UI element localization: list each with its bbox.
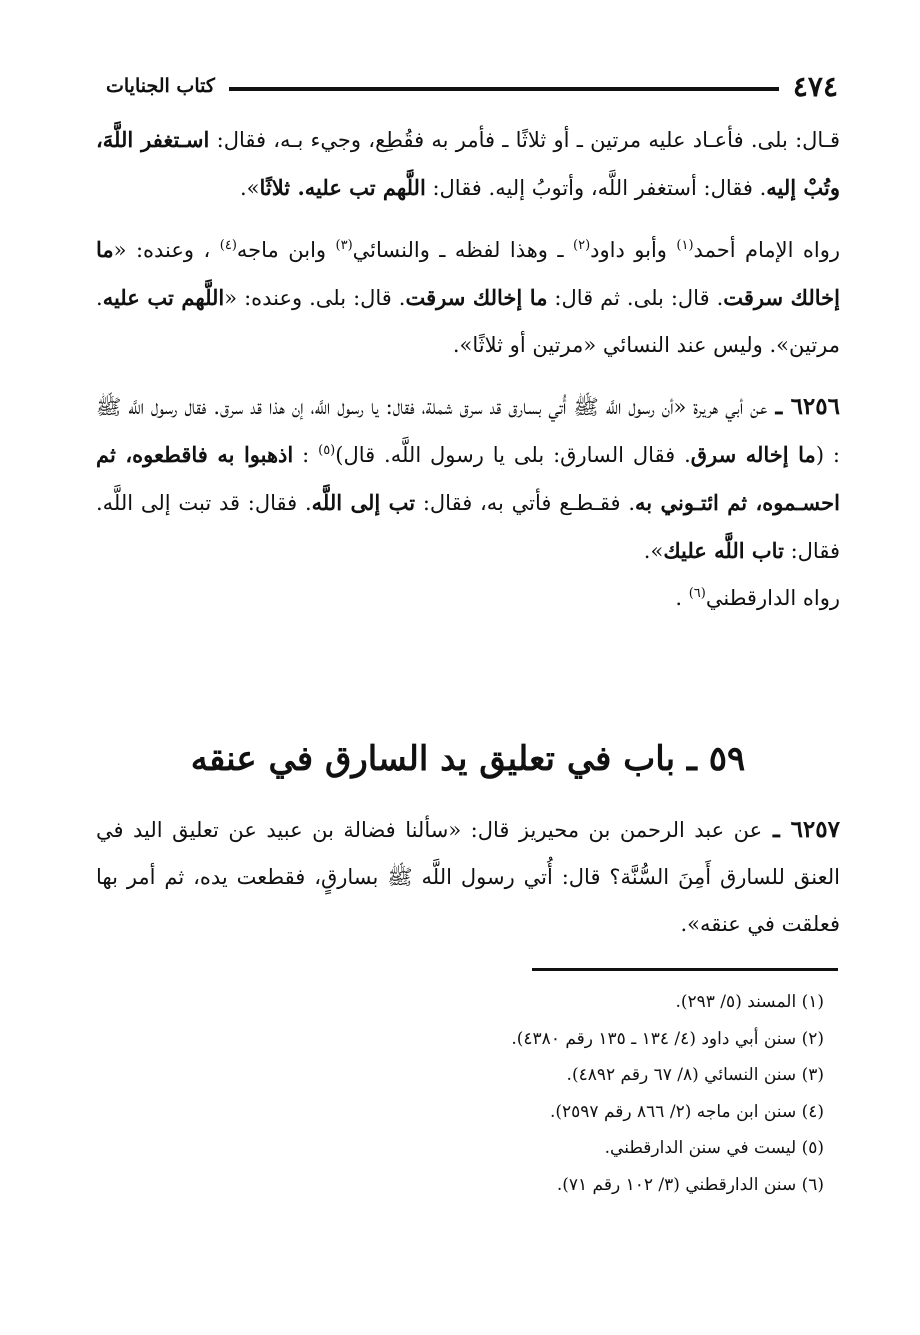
- footnote-item: (١) المسند (٥/ ٢٩٣).: [675, 992, 824, 1012]
- text-run: :: [293, 443, 319, 467]
- text-run: ».: [240, 176, 260, 200]
- text-run: وأبو داود: [590, 238, 677, 262]
- footnote-marker: (٤): [219, 238, 237, 253]
- main-text: [96, 116, 840, 622]
- text-run: ـ وهذا لفظه ـ والنسائي: [352, 238, 573, 262]
- footnote-marker: (٣): [335, 238, 353, 253]
- header-rule: [229, 87, 779, 91]
- text-run: عن أبي هريرة «أن رسول اللَّه ﷺ أُتي بسارق قد سرق شملة، فقال: يا رسول اللَّه، إن هذا قد سرق. فقال رسول اللَّه ﷺ : (: [96, 395, 840, 467]
- prophetic-quote: اللَّهم تب عليه. ثلاثًا: [259, 175, 426, 200]
- text-run: . مرتين». وليس عند النسائي «مرتين أو ثلاثًا».: [96, 286, 840, 357]
- prophetic-quote: اذهبوا به فاقطعوه، ثم احسـموه، ثم ائتـوني به: [96, 442, 840, 515]
- footnote-marker: (٢): [573, 238, 591, 253]
- text-run: قـال: بلى. فأعـاد عليه مرتين ـ أو ثلاثًا ـ فأمر به فقُطِع، وجيء بـه، فقال:: [209, 128, 840, 152]
- footnote-item: (٢) سنن أبي داود (٤/ ١٣٤ ـ ١٣٥ رقم ٤٣٨٠).: [511, 1028, 824, 1049]
- text-run: . فقـطـع فأتي به، فقال:: [415, 491, 636, 515]
- page-number: ٤٧٤: [792, 69, 838, 103]
- prophetic-quote: اللَّهم تب عليه: [102, 285, 225, 310]
- hadith-number: ٦٢٥٦ ـ: [767, 393, 840, 420]
- prophetic-quote: تاب اللَّه عليك: [663, 538, 784, 563]
- main-text-continued: [96, 806, 840, 948]
- paragraph: [96, 116, 840, 212]
- paragraph: [96, 226, 840, 369]
- footnote-separator: [532, 968, 838, 971]
- chapter-heading: ٥٩ ـ باب في تعليق يد السارق في عنقه: [190, 739, 746, 779]
- text-run: . قال: بلى. وعنده: «: [224, 286, 406, 310]
- paragraph: [96, 806, 840, 948]
- text-run: رواه الدارقطني: [705, 586, 840, 610]
- prophetic-quote: ما إخاله سرق: [690, 442, 816, 467]
- text-run: .: [675, 586, 689, 610]
- text-run: . فقال: قد تبت إلى اللَّه. فقال:: [96, 491, 840, 563]
- text-run: ، وعنده: «: [113, 238, 220, 262]
- footnote-item: (٤) سنن ابن ماجه (٢/ ٨٦٦ رقم ٢٥٩٧).: [549, 1101, 824, 1122]
- text-run: ».: [643, 539, 664, 563]
- footnote-item: (٦) سنن الدارقطني (٣/ ١٠٢ رقم ٧١).: [556, 1174, 824, 1195]
- text-run: . قال: بلى. ثم قال:: [547, 286, 724, 310]
- footnote-marker: (١): [676, 238, 694, 253]
- footnote-item: (٥) ليست في سنن الدارقطني.: [604, 1138, 824, 1158]
- text-run: . فقال السارق: بلى يا رسول اللَّه. قال): [335, 443, 691, 467]
- page-header: [106, 66, 838, 106]
- footnote-marker: (٦): [688, 586, 706, 601]
- text-run: . فقال: أستغفر اللَّه، وأتوبُ إليه. فقال:: [425, 176, 767, 200]
- text-run: وابن ماجه: [236, 238, 336, 262]
- paragraph: [96, 383, 840, 575]
- footnote-item: (٣) سنن النسائي (٨/ ٦٧ رقم ٤٨٩٢).: [566, 1065, 824, 1085]
- prophetic-quote: ما إخالك سرقت: [405, 285, 548, 310]
- footnotes: [264, 984, 824, 1203]
- prophetic-quote: ما إخالك سرقت: [96, 237, 840, 310]
- text-run: رواه الإمام أحمد: [693, 238, 841, 262]
- footnote-marker: (٥): [318, 443, 336, 458]
- prophetic-quote: اسـتغفر اللَّهَ، وتُبْ إليه: [96, 127, 840, 200]
- paragraph: [96, 575, 840, 622]
- prophetic-quote: تب إلى اللَّه: [311, 490, 416, 515]
- hadith-number: ٦٢٥٧ ـ: [762, 816, 840, 843]
- book-title: كتاب الجنايات: [106, 75, 215, 97]
- text-run: عن عبد الرحمن بن محيريز قال: «سألنا فضالة بن عبيد عن تعليق اليد في العنق للسارق أَمِنَ السُّنَّة؟ قال: أُتي رسول اللَّه ﷺ بسارقٍ، فقطعت يده، ثم أمر بها فعلقت في عنقه».: [96, 818, 840, 936]
